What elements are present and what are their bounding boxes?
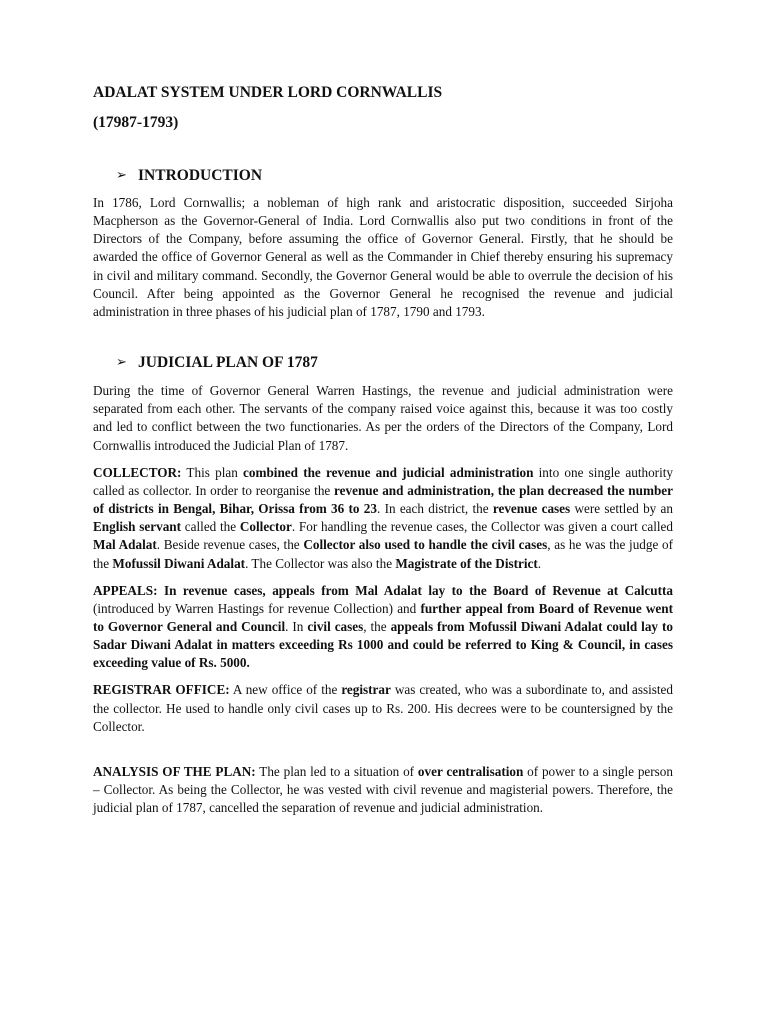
text-run: into one single authority called as collector. In order to reorganise the xyxy=(93,464,673,498)
text-run: A new office of the xyxy=(229,682,342,698)
bold-text-run: REGISTRAR OFFICE: xyxy=(93,682,230,698)
section-heading-judicial-plan xyxy=(93,354,673,372)
bold-text-run: Collector also used to handle the civil cases xyxy=(303,537,548,553)
section-heading-label: JUDICIAL PLAN OF 1787 xyxy=(138,354,318,372)
bold-text-run: Collector xyxy=(239,519,292,535)
bold-text-run: civil cases xyxy=(307,618,364,634)
bold-text-run: COLLECTOR: xyxy=(93,464,182,480)
bold-text-run: appeals from Mofussil Diwani Adalat could lay to Sadar Diwani Adalat in matters exceeding Rs 1000 and could be referred to King & Council, in cases exceeding value of Rs. 5000. xyxy=(93,618,673,671)
bold-text-run: Mal Adalat xyxy=(93,537,157,553)
text-run: . xyxy=(537,555,542,571)
registrar-paragraph xyxy=(93,681,673,735)
section-heading-introduction xyxy=(93,167,673,185)
bold-text-run: registrar xyxy=(341,682,391,698)
document-page xyxy=(93,84,673,817)
text-run: (introduced by Warren Hastings for revenue Collection) and xyxy=(93,600,421,616)
text-run: The plan led to a situation of xyxy=(255,763,418,779)
text-run: were settled by an xyxy=(570,501,673,517)
bold-text-run: combined the revenue and judicial administration xyxy=(243,464,534,480)
arrow-bullet-icon: ➢ xyxy=(116,355,127,371)
text-run: called the xyxy=(181,519,240,535)
text-run: . For handling the revenue cases, the Collector was given a court called xyxy=(291,519,674,535)
appeals-paragraph xyxy=(93,582,673,673)
bold-text-run: English servant xyxy=(93,519,182,535)
text-run: . In each district, the xyxy=(376,501,493,517)
text-run: This plan xyxy=(181,464,244,480)
section-heading-label: INTRODUCTION xyxy=(138,167,263,184)
bold-text-run: revenue and administration, the plan decreased the number of districts in Bengal, Bihar, Orissa from 36 to 23 xyxy=(93,482,674,517)
text-run: . Beside revenue cases, the xyxy=(156,537,304,553)
text-run: was created, who was a subordinate to, and assisted the collector. He used to handle only civil cases up to Rs. 200. His decrees were to be countersigned by the Collector. xyxy=(93,682,673,734)
document-years: (17987-1793) xyxy=(93,114,179,131)
text-run: . In xyxy=(285,618,308,634)
bold-text-run: over centralisation xyxy=(417,763,524,779)
bold-text-run: Magistrate of the District xyxy=(395,555,538,571)
bold-text-run: ANALYSIS OF THE PLAN: xyxy=(93,763,256,779)
judicial-plan-paragraph: During the time of Governor General Warren Hastings, the revenue and judicial administration were separated from each other. The servants of the company raised voice against this, because it was too costly and led to conflict between the two functionaries. As per the orders of the Directors of the Company, Lord Cornwallis introduced the Judicial Plan of 1787. xyxy=(93,383,673,453)
arrow-bullet-icon: ➢ xyxy=(116,168,127,183)
text-run: . The Collector was also the xyxy=(245,555,396,571)
collector-paragraph xyxy=(93,464,673,573)
bold-text-run: APPEALS: In revenue cases, appeals from Mal Adalat lay to the Board of Revenue at Calcutta xyxy=(93,582,673,598)
introduction-paragraph: In 1786, Lord Cornwallis; a nobleman of high rank and aristocratic disposition, succeeded Sirjoha Macpherson as the Governor-General of India. Lord Cornwallis also put two conditions in front of the Directors of the Company, before assuming the office of Governor General. Firstly, that he should be awarded the office of Governor General as well as the Commander in Chief thereby ensuring his supremacy in civil and military command. Secondly, the Governor General would be able to overrule the decision of his Council. After being appointed as the Governor General he recognised the revenue and judicial administration in three phases of his judicial plan of 1787, 1790 and 1793. xyxy=(93,195,673,319)
bold-text-run: revenue cases xyxy=(492,501,571,517)
analysis-paragraph xyxy=(93,763,673,817)
bold-text-run: Mofussil Diwani Adalat xyxy=(112,555,246,571)
bold-text-run: further appeal from Board of Revenue went to Governor General and Council xyxy=(93,600,673,634)
text-run: of power to a single person – Collector. As being the Collector, he was vested with civil revenue and magisterial powers. Therefore, the judicial plan of 1787, cancelled the separation of revenue and judicial administration. xyxy=(93,763,673,816)
document-title: ADALAT SYSTEM UNDER LORD CORNWALLIS xyxy=(93,84,443,101)
text-run: , as he was the judge of the xyxy=(93,537,674,571)
text-run: , the xyxy=(363,618,391,634)
